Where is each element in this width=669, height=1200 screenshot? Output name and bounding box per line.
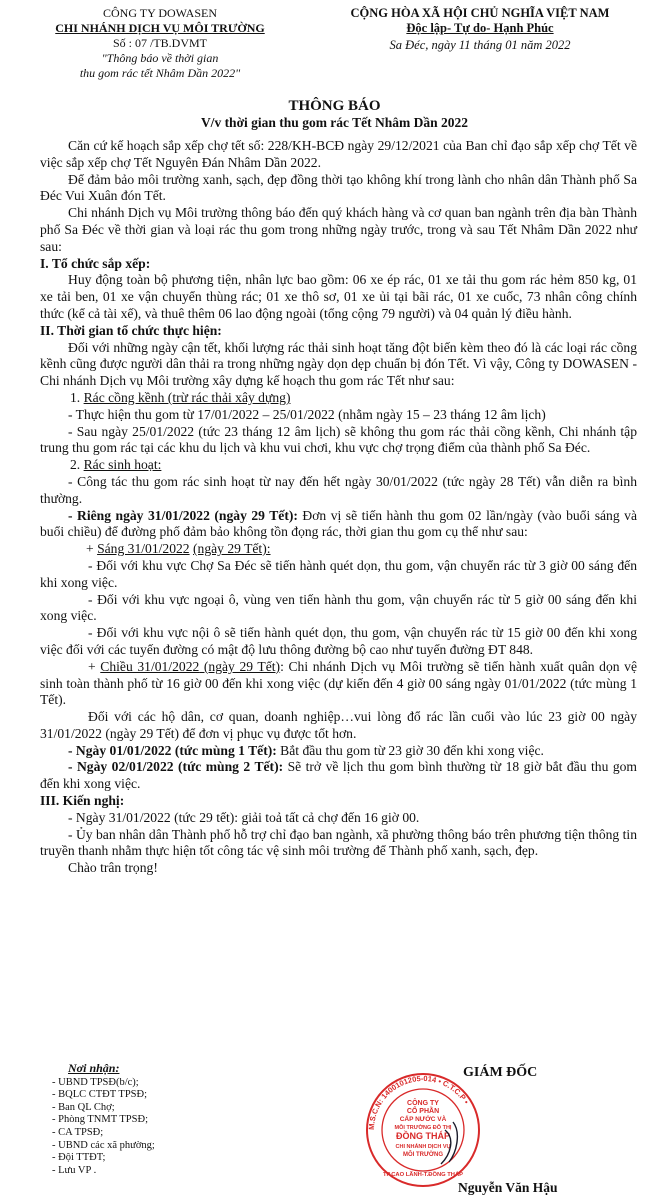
recipient-item: - Đội TTĐT; <box>52 1152 106 1164</box>
recipients-block <box>52 1062 155 1177</box>
section-heading-3: III. Kiến nghị: <box>40 793 125 809</box>
morning-heading <box>40 541 637 558</box>
stamp-line: CẤP NƯỚC VÀ <box>399 1116 447 1123</box>
company-name: CÔNG TY DOWASEN <box>103 6 217 20</box>
paragraph: Đối với những ngày cận tết, khối lượng rác thải sinh hoạt tăng đột biến kèm theo đó là các loại rác cồng kềnh cũng được người dân thải ra trong những ngày dọn dẹp chuẩn bị đón Tết. Vì vậy, Công ty DOWASEN - Chi nhánh Dịch vụ Môi trường xây dựng kế hoạch thu gom rác Tết như sau: <box>40 339 637 389</box>
company-stamp <box>365 1072 481 1188</box>
paragraph: - Công tác thu gom rác sinh hoạt từ nay đến hết ngày 30/01/2022 (tức ngày 28 Tết) vẫn diễn ra bình thường. <box>40 473 637 506</box>
recipient-item: - Lưu VP . <box>52 1164 97 1176</box>
list-item-label: Rác sinh hoạt: <box>83 457 162 473</box>
afternoon-label: Chiều 31/01/2022 <box>100 658 200 674</box>
paragraph: Chi nhánh Dịch vụ Môi trường thông báo đến quý khách hàng và cơ quan ban ngành trên địa bàn Thành phố Sa Đéc về thời gian và loại rác thu gom trong những ngày trước, trong và sau Tết Nhâm Dần 2022 như sau: <box>40 205 637 254</box>
paragraph <box>40 743 637 760</box>
paragraph: Huy động toàn bộ phương tiện, nhân lực bao gồm: 06 xe ép rác, 01 xe tải thu gom rác hẻm 850 kg, 01 xe tải ben, 01 xe vận chuyển thùng rác; 01 xe thô sơ, 01 xe ủi tại bãi rác, 01 xe cuốc, 73 nhân công chính thức (kể cả tài xế), và thuê thêm 06 lao động ngoài (tổng cộng 79 người) và 04 quản lý điều hành. <box>40 272 637 321</box>
document-body <box>40 138 637 877</box>
signer-role: GIÁM ĐỐC <box>463 1065 538 1080</box>
document-number: Số : 07 /TB.DVMT <box>112 36 207 50</box>
paragraph <box>40 759 637 793</box>
branch-name: CHI NHÁNH DỊCH VỤ MÔI TRƯỜNG <box>55 21 265 35</box>
paragraph-text: Đơn vị sẽ tiến hành thu gom 02 lần/ngày (vào buổi sáng và buổi chiều) để đường phố đảm bảo không tồn đọng rác, thời gian thu gom cụ thể như sau: <box>40 507 637 540</box>
bold-lead: - Riêng ngày 31/01/2022 (ngày 29 Tết): <box>68 507 298 523</box>
stamp-line: CÔNG TY <box>407 1100 439 1107</box>
document-subtitle: V/v thời gian thu gom rác Tết Nhâm Dần 2022 <box>200 115 469 130</box>
paragraph: - Đối với khu vực nội ô sẽ tiến hành quét dọn, thu gom, vận chuyển rác từ 15 giờ 00 đến khi xong việc đối với các tuyến đường có mật độ lưu thông đường bộ cao như tuyến đường ĐT 848. <box>40 625 637 657</box>
recipient-item: - UBND các xã phường; <box>52 1139 155 1151</box>
recipient-item: - Phòng TNMT TPSĐ; <box>52 1114 148 1126</box>
afternoon-mid: (ngày 29 Tết) <box>199 658 281 674</box>
document-title: THÔNG BÁO <box>288 98 381 114</box>
paragraph-text: : Chi nhánh Dịch vụ Môi trường sẽ tiến hành xuất quân dọn vệ sinh toàn thành phố từ 16 giờ 00 đến khi xong việc (dự kiến đến 4 giờ 00 sáng ngày 01/01/2022 (tức mùng 1 Tết). <box>40 658 637 708</box>
nation-name: CỘNG HÒA XÃ HỘI CHỦ NGHĨA VIỆT NAM <box>350 6 610 20</box>
plus-marker: + <box>86 541 98 557</box>
issue-date: Sa Đéc, ngày 11 tháng 01 năm 2022 <box>389 38 571 52</box>
stamp-outer-text: M.S.C.N: 1400101205-014 • C.T.C.P • <box>366 1073 471 1131</box>
list-item-1 <box>40 390 637 407</box>
list-item-2 <box>40 457 637 474</box>
paragraph <box>40 659 637 709</box>
header-left <box>30 6 290 81</box>
list-number: 1. <box>70 389 81 405</box>
paragraph: Căn cứ kế hoạch sắp xếp chợ tết số: 228/KH-BCĐ ngày 29/12/2021 của Ban chỉ đạo sắp xếp chợ Tết về việc sắp xếp chợ Tết Nguyên Đán Nhâm Dần 2022. <box>40 138 637 170</box>
stamp-line: CỔ PHẦN <box>406 1108 440 1115</box>
closing-line: Chào trân trọng! <box>68 860 158 876</box>
morning-tail: (ngày 29 Tết): <box>193 541 271 557</box>
list-item-label: Rác cồng kềnh (trừ rác thải xây dựng) <box>83 389 291 405</box>
plus-marker: + <box>88 658 101 674</box>
section-heading-2: II. Thời gian tổ chức thực hiện: <box>40 322 222 338</box>
recipient-item: - CA TPSĐ; <box>52 1126 104 1138</box>
subject-line-1: "Thông báo về thời gian <box>101 51 219 65</box>
paragraph <box>40 508 637 542</box>
paragraph: - Đối với khu vực ngoại ô, vùng ven tiến hành thu gom, vận chuyển rác từ 5 giờ 00 sáng đến khi xong việc. <box>40 591 637 624</box>
national-motto: Độc lập- Tự do- Hạnh Phúc <box>406 21 554 35</box>
subject-line-2: thu gom rác tết Nhâm Dần 2022" <box>79 66 241 80</box>
paragraph: Đối với các hộ dân, cơ quan, doanh nghiệp…vui lòng đổ rác lần cuối vào lúc 23 giờ 00 ngày 31/01/2022 (ngày 29 Tết) để đơn vị phục vụ được tốt hơn. <box>40 709 637 741</box>
bold-lead: - Ngày 02/01/2022 (tức mùng 2 Tết): <box>68 759 284 775</box>
paragraph-text: Sẽ trở về lịch thu gom bình thường từ 18 giờ bắt đầu thu gom đến khi xong việc. <box>40 759 637 792</box>
morning-label: Sáng 31/01/2022 <box>97 541 190 557</box>
paragraph: - Sau ngày 25/01/2022 (tức 23 tháng 12 âm lịch) sẽ không thu gom rác thải cồng kềnh, Chi nhánh tập trung thu gom rác tại các khu du lịch và khu vui chơi, khu vực chợ trọng điểm của thành phố Sa Đéc. <box>40 423 637 456</box>
paragraph: - Ngày 31/01/2022 (tức 29 tết): giải toả tất cả chợ đến 16 giờ 00. <box>68 809 420 825</box>
paragraph: - Thực hiện thu gom từ 17/01/2022 – 25/01/2022 (nhằm ngày 15 – 23 tháng 12 âm lịch) <box>68 406 546 422</box>
recipient-item: - BQLC CTĐT TPSĐ; <box>52 1089 148 1101</box>
stamp-bottom-text: TP.CAO LÃNH-T.ĐỒNG THÁP <box>382 1172 464 1178</box>
paragraph: Để đảm bảo môi trường xanh, sạch, đẹp đồng thời tạo không khí trong lành cho nhân dân Thành phố Sa Đéc Vui Xuân đón Tết. <box>40 171 637 204</box>
recipient-item: - Ban QL Chợ; <box>52 1101 115 1113</box>
paragraph: - Đối với khu vực Chợ Sa Đéc sẽ tiến hành quét dọn, thu gom, vận chuyển rác từ 3 giờ 00 sáng đến khi xong việc. <box>40 557 637 590</box>
recipients-heading: Nơi nhận: <box>68 1061 120 1075</box>
recipient-item: - UBND TPSĐ(b/c); <box>52 1076 139 1088</box>
stamp-line: ĐỒNG THÁP <box>396 1131 450 1141</box>
paragraph-text: Bắt đầu thu gom từ 23 giờ 30 đến khi xong việc. <box>276 742 544 758</box>
header-right <box>300 6 660 53</box>
bold-lead: - Ngày 01/01/2022 (tức mùng 1 Tết): <box>68 742 277 758</box>
stamp-line: CHI NHÁNH DỊCH VỤ <box>395 1144 451 1150</box>
stamp-line: MÔI TRƯỜNG <box>402 1152 444 1158</box>
paragraph: - Ủy ban nhân dân Thành phố hỗ trợ chỉ đạo ban ngành, xã phường thông báo trên phương tiện thông tin truyền thanh nhằm thực hiện tốt công tác vệ sinh môi trường để Thành phố xanh, sạch, đẹp. <box>40 826 637 859</box>
section-heading-1: I. Tổ chức sắp xếp: <box>40 255 151 271</box>
stamp-line: MÔI TRƯỜNG ĐÔ THỊ <box>394 1125 452 1131</box>
list-number: 2. <box>70 457 81 473</box>
signer-name: Nguyễn Văn Hậu <box>458 1180 558 1195</box>
